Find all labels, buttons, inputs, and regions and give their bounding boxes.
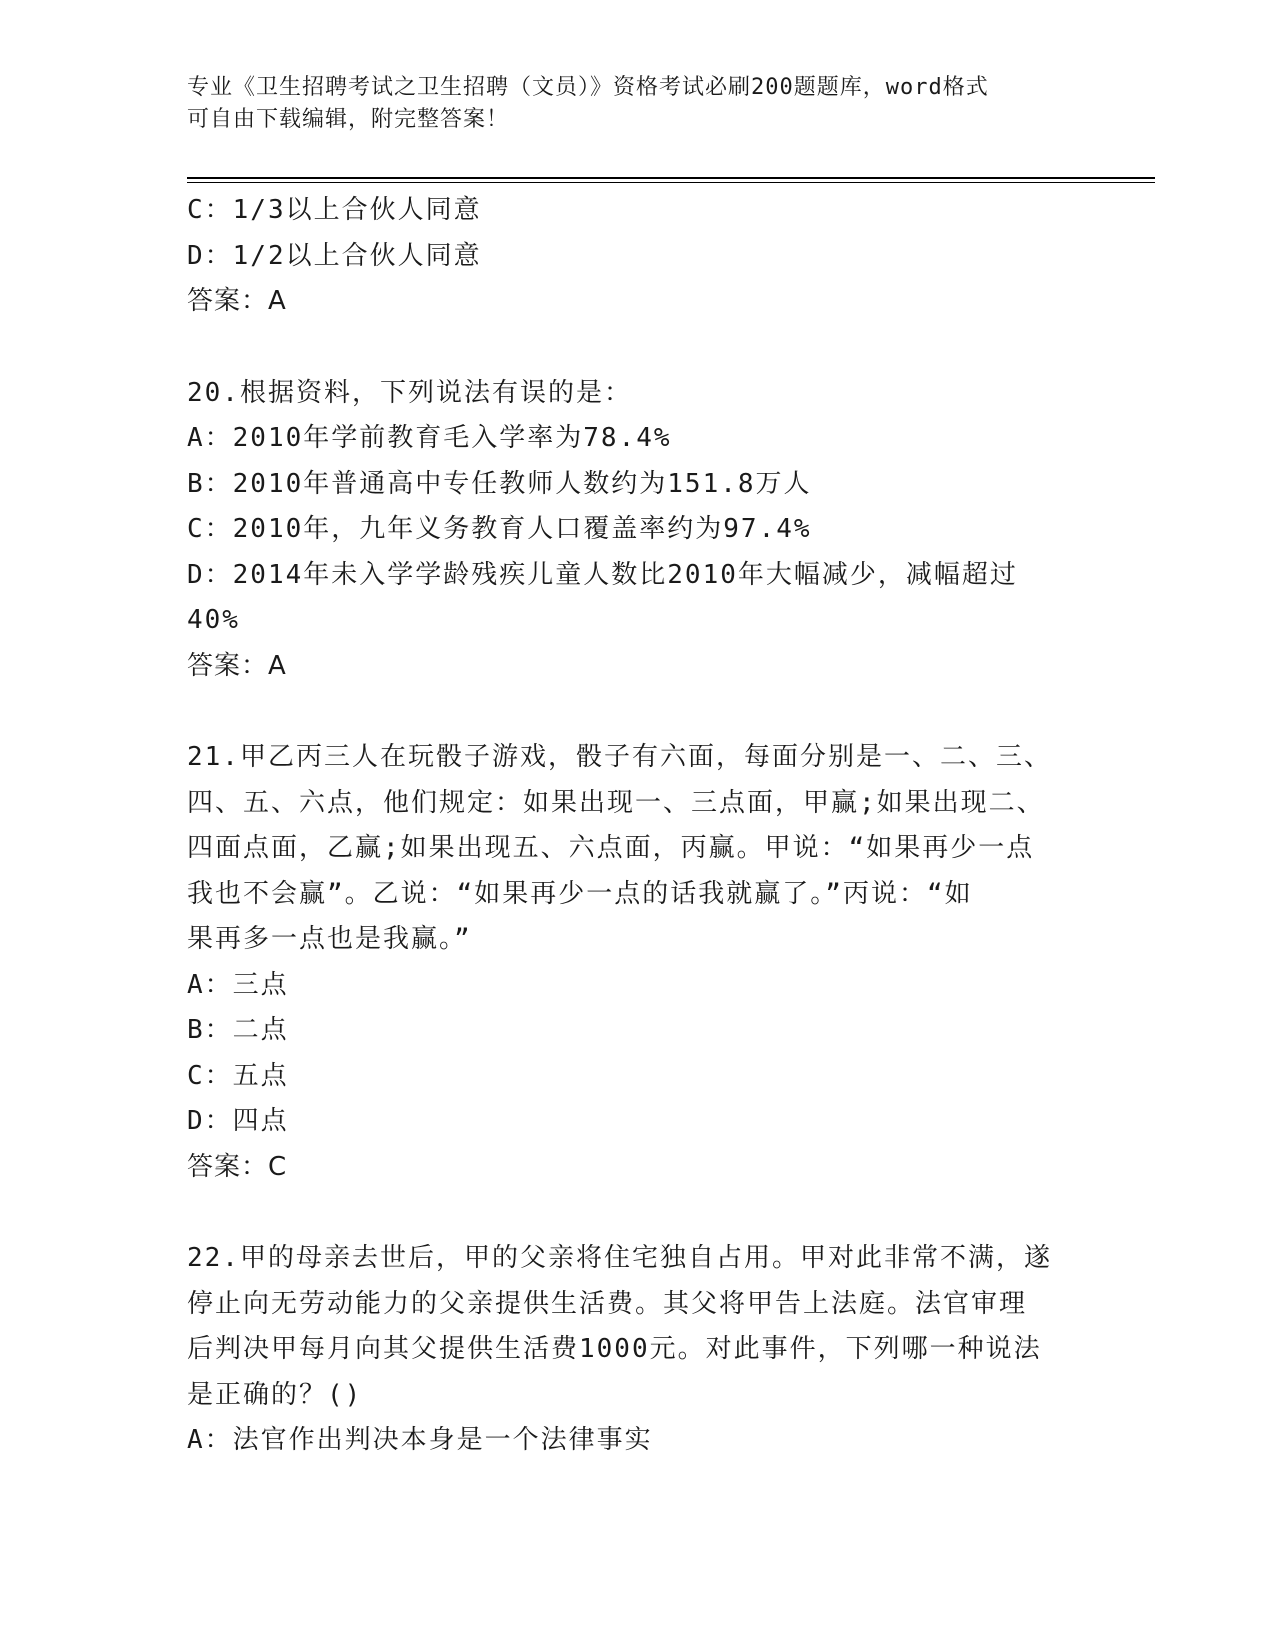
stem-line: 四、五、六点，他们规定：如果出现一、三点面，甲赢;如果出现二、 [187,787,1045,818]
answer: 答案：A [187,286,287,316]
stem-line: 后判决甲每月向其父提供生活费1000元。对此事件，下列哪一种说法 [187,1334,1042,1364]
stem-line: 21.甲乙丙三人在玩骰子游戏，骰子有六面，每面分别是一、二、三、 [187,742,1052,772]
question-stem [187,735,1087,963]
option-d: D：四点 [187,1106,289,1136]
spacer [187,1190,1087,1236]
option-a: A：法官作出判决本身是一个法律事实 [187,1425,653,1455]
option-c: C：五点 [187,1060,289,1091]
stem-line: 果再多一点也是我赢。” [187,924,472,954]
question-stem: 20.根据资料，下列说法有误的是： [187,377,632,408]
question-19-tail [187,188,1087,325]
option-c: C：1/3以上合伙人同意 [187,195,482,225]
header-divider-thick [187,177,1155,179]
header-divider-thin [187,182,1155,183]
stem-line: 我也不会赢”。乙说：“如果再少一点的话我就赢了。”丙说：“如 [187,878,973,909]
option-d-continued: 40% [187,605,240,635]
stem-line: 22.甲的母亲去世后，甲的父亲将住宅独自占用。甲对此非常不满，遂 [187,1243,1052,1273]
answer: 答案：A [187,650,287,681]
option-a: A：2010年学前教育毛入学率为78.4% [187,423,672,453]
answer: 答案：C [187,1151,288,1182]
header-line-2: 可自由下载编辑，附完整答案！ [187,107,510,132]
stem-line: 停止向无劳动能力的父亲提供生活费。其父将甲告上法庭。法官审理 [187,1288,1028,1319]
question-content [187,188,1087,1464]
spacer [187,689,1087,735]
document-header [187,72,1087,136]
option-d: D：2014年未入学学龄残疾儿童人数比2010年大幅减少，减幅超过 [187,559,1018,590]
spacer [187,325,1087,371]
question-stem [187,1236,1087,1418]
option-a: A：三点 [187,969,289,1000]
header-line-1: 专业《卫生招聘考试之卫生招聘（文员）》资格考试必刷200题题库，word格式 [187,75,989,100]
question-20 [187,371,1087,690]
question-22 [187,1236,1087,1464]
option-b: B：2010年普通高中专任教师人数约为151.8万人 [187,468,812,499]
question-21 [187,735,1087,1190]
option-b: B：二点 [187,1015,289,1045]
option-d: D：1/2以上合伙人同意 [187,240,482,271]
stem-line: 四面点面，乙赢;如果出现五、六点面，丙赢。甲说：“如果再少一点 [187,833,1035,863]
option-c: C：2010年，九年义务教育人口覆盖率约为97.4% [187,514,812,544]
stem-line: 是正确的？() [187,1379,363,1410]
